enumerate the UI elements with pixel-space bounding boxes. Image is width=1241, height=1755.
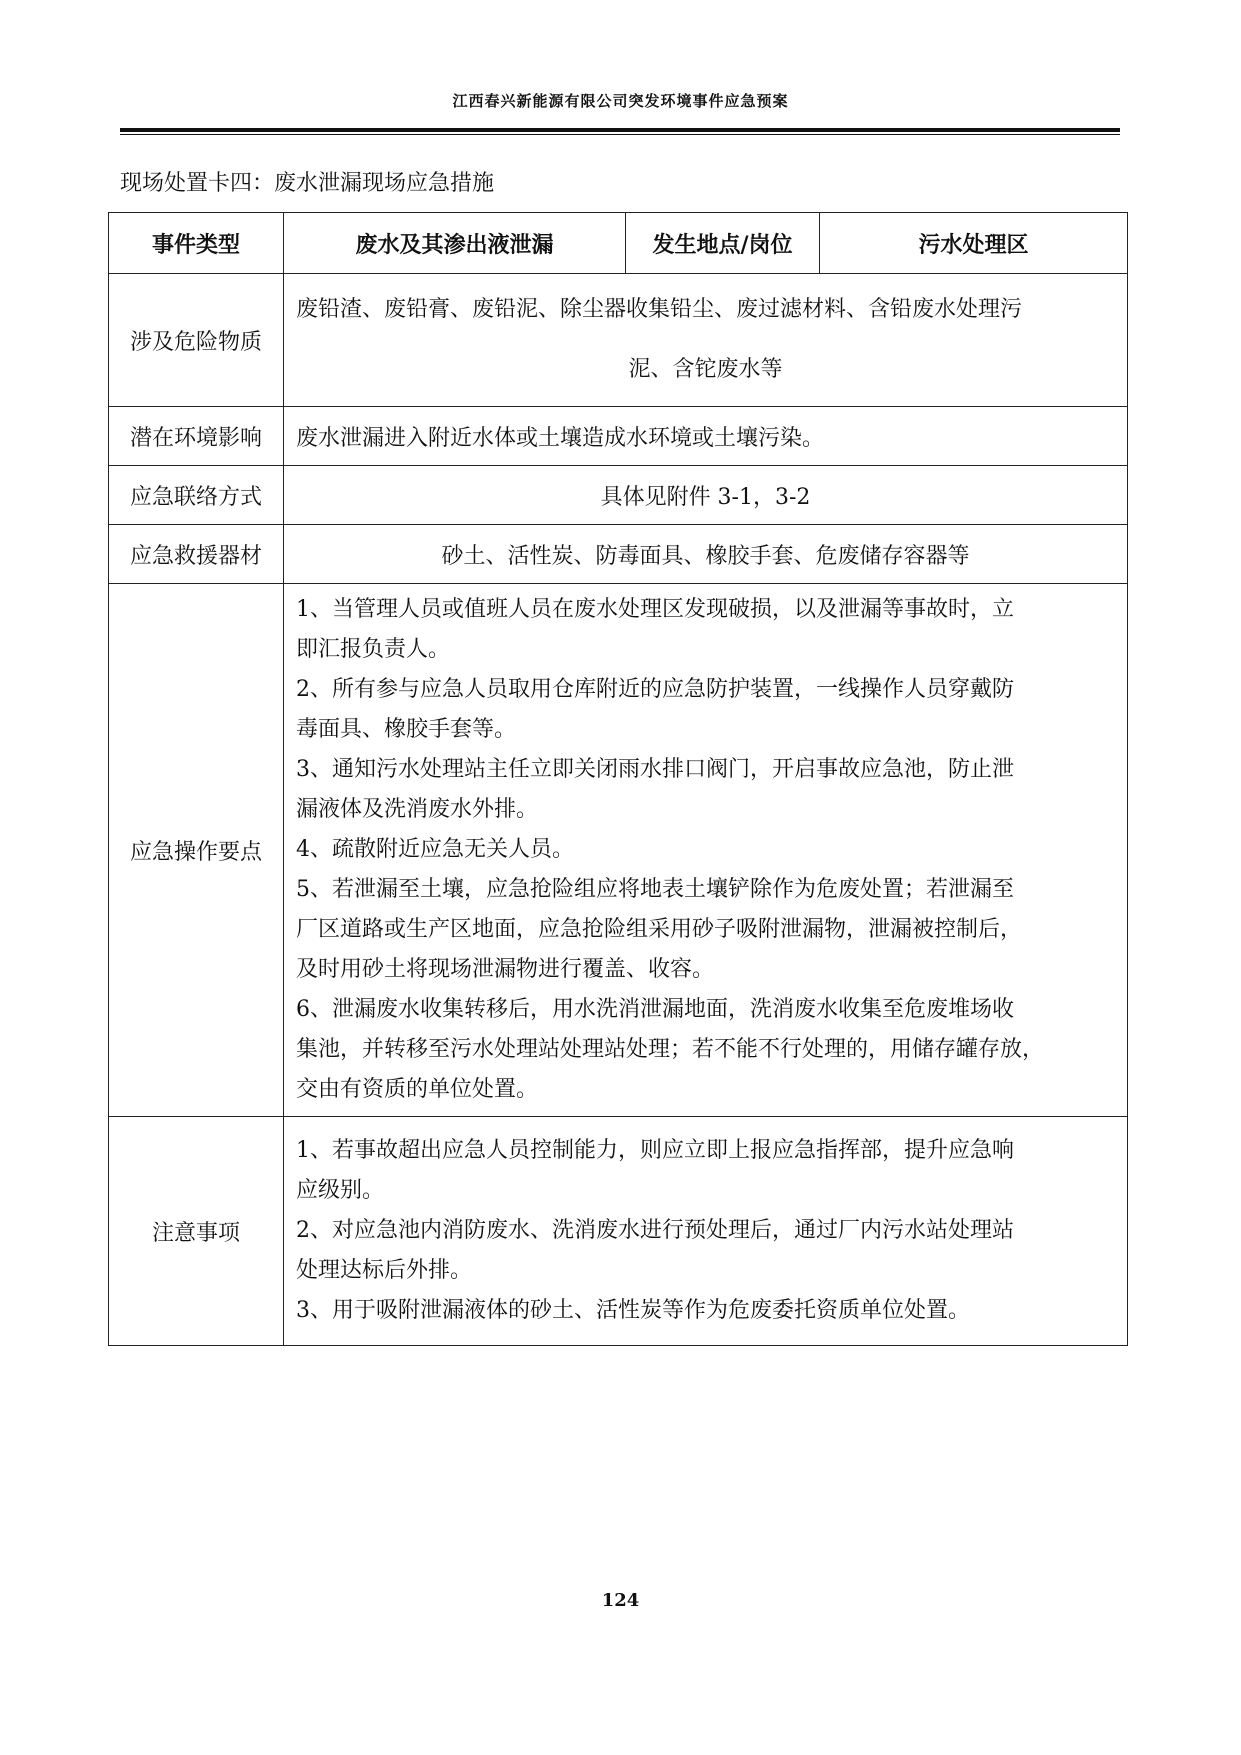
notes-line: 应级别。 [296,1178,385,1203]
operations-line: 厂区道路或生产区地面，应急抢险组采用砂子吸附泄漏物，泄漏被控制后， [296,917,1023,942]
operations-line: 及时用砂土将现场泄漏物进行覆盖、收容。 [296,957,715,982]
hazards-line-1: 废铅渣、废铅膏、废铅泥、除尘器收集铅尘、废过滤材料、含铅废水处理污 [296,297,1023,322]
contact-label: 应急联络方式 [109,466,284,525]
header-rule-thick [120,128,1120,132]
disposal-card-table [108,212,1128,1346]
event-type-value: 废水及其渗出液泄漏 [284,213,626,274]
notes-cell [284,1117,1128,1346]
notes-line: 处理达标后外排。 [296,1258,473,1283]
impact-value: 废水泄漏进入附近水体或土壤造成水环境或土壤污染。 [284,407,1128,466]
notes-label: 注意事项 [109,1117,284,1346]
header-rule-thin [120,134,1120,135]
operations-line: 4、疏散附近应急无关人员。 [296,837,574,862]
operations-line: 3、通知污水处理站主任立即关闭雨水排口阀门，开启事故应急池，防止泄 [296,757,1014,782]
operations-line: 漏液体及洗消废水外排。 [296,797,539,822]
equipment-label: 应急救援器材 [109,525,284,584]
hazards-line-2: 泥、含铊废水等 [628,357,783,382]
operations-line: 毒面具、橡胶手套等。 [296,717,517,742]
event-type-label: 事件类型 [109,213,284,274]
table-row-notes [109,1117,1128,1346]
operations-line: 即汇报负责人。 [296,637,451,662]
notes-line: 3、用于吸附泄漏液体的砂土、活性炭等作为危废委托资质单位处置。 [296,1298,970,1323]
operations-line: 5、若泄漏至土壤，应急抢险组应将地表土壤铲除作为危废处置；若泄漏至 [296,877,1014,902]
table-row-equipment [109,525,1128,584]
operations-line: 集池，并转移至污水处理站处理站处理；若不能不行处理的，用储存罐存放， [296,1037,1045,1062]
operations-line: 交由有资质的单位处置。 [296,1077,539,1102]
card-title: 现场处置卡四：废水泄漏现场应急措施 [120,171,495,196]
impact-label: 潜在环境影响 [109,407,284,466]
equipment-value: 砂土、活性炭、防毒面具、橡胶手套、危废储存容器等 [284,525,1128,584]
table-row-impact [109,407,1128,466]
table-row-hazards [109,274,1128,407]
table-row-contact [109,466,1128,525]
document-header-title: 江西春兴新能源有限公司突发环境事件应急预案 [452,92,789,110]
operations-line: 6、泄漏废水收集转移后，用水洗消泄漏地面，洗消废水收集至危废堆场收 [296,997,1014,1022]
operations-label: 应急操作要点 [109,584,284,1117]
hazards-label: 涉及危险物质 [109,274,284,407]
table-row-head [109,213,1128,274]
page-number: 124 [601,1590,640,1611]
notes-line: 1、若事故超出应急人员控制能力，则应立即上报应急指挥部，提升应急响 [296,1138,1014,1163]
operations-line: 1、当管理人员或值班人员在废水处理区发现破损，以及泄漏等事故时，立 [296,597,1014,622]
hazards-cell [284,274,1128,407]
contact-value: 具体见附件 3-1，3-2 [284,466,1128,525]
location-value: 污水处理区 [820,213,1128,274]
notes-line: 2、对应急池内消防废水、洗消废水进行预处理后，通过厂内污水站处理站 [296,1218,1014,1243]
location-label: 发生地点/岗位 [626,213,820,274]
operations-line: 2、所有参与应急人员取用仓库附近的应急防护装置，一线操作人员穿戴防 [296,677,1014,702]
operations-cell [284,584,1128,1117]
table-row-operations [109,584,1128,1117]
